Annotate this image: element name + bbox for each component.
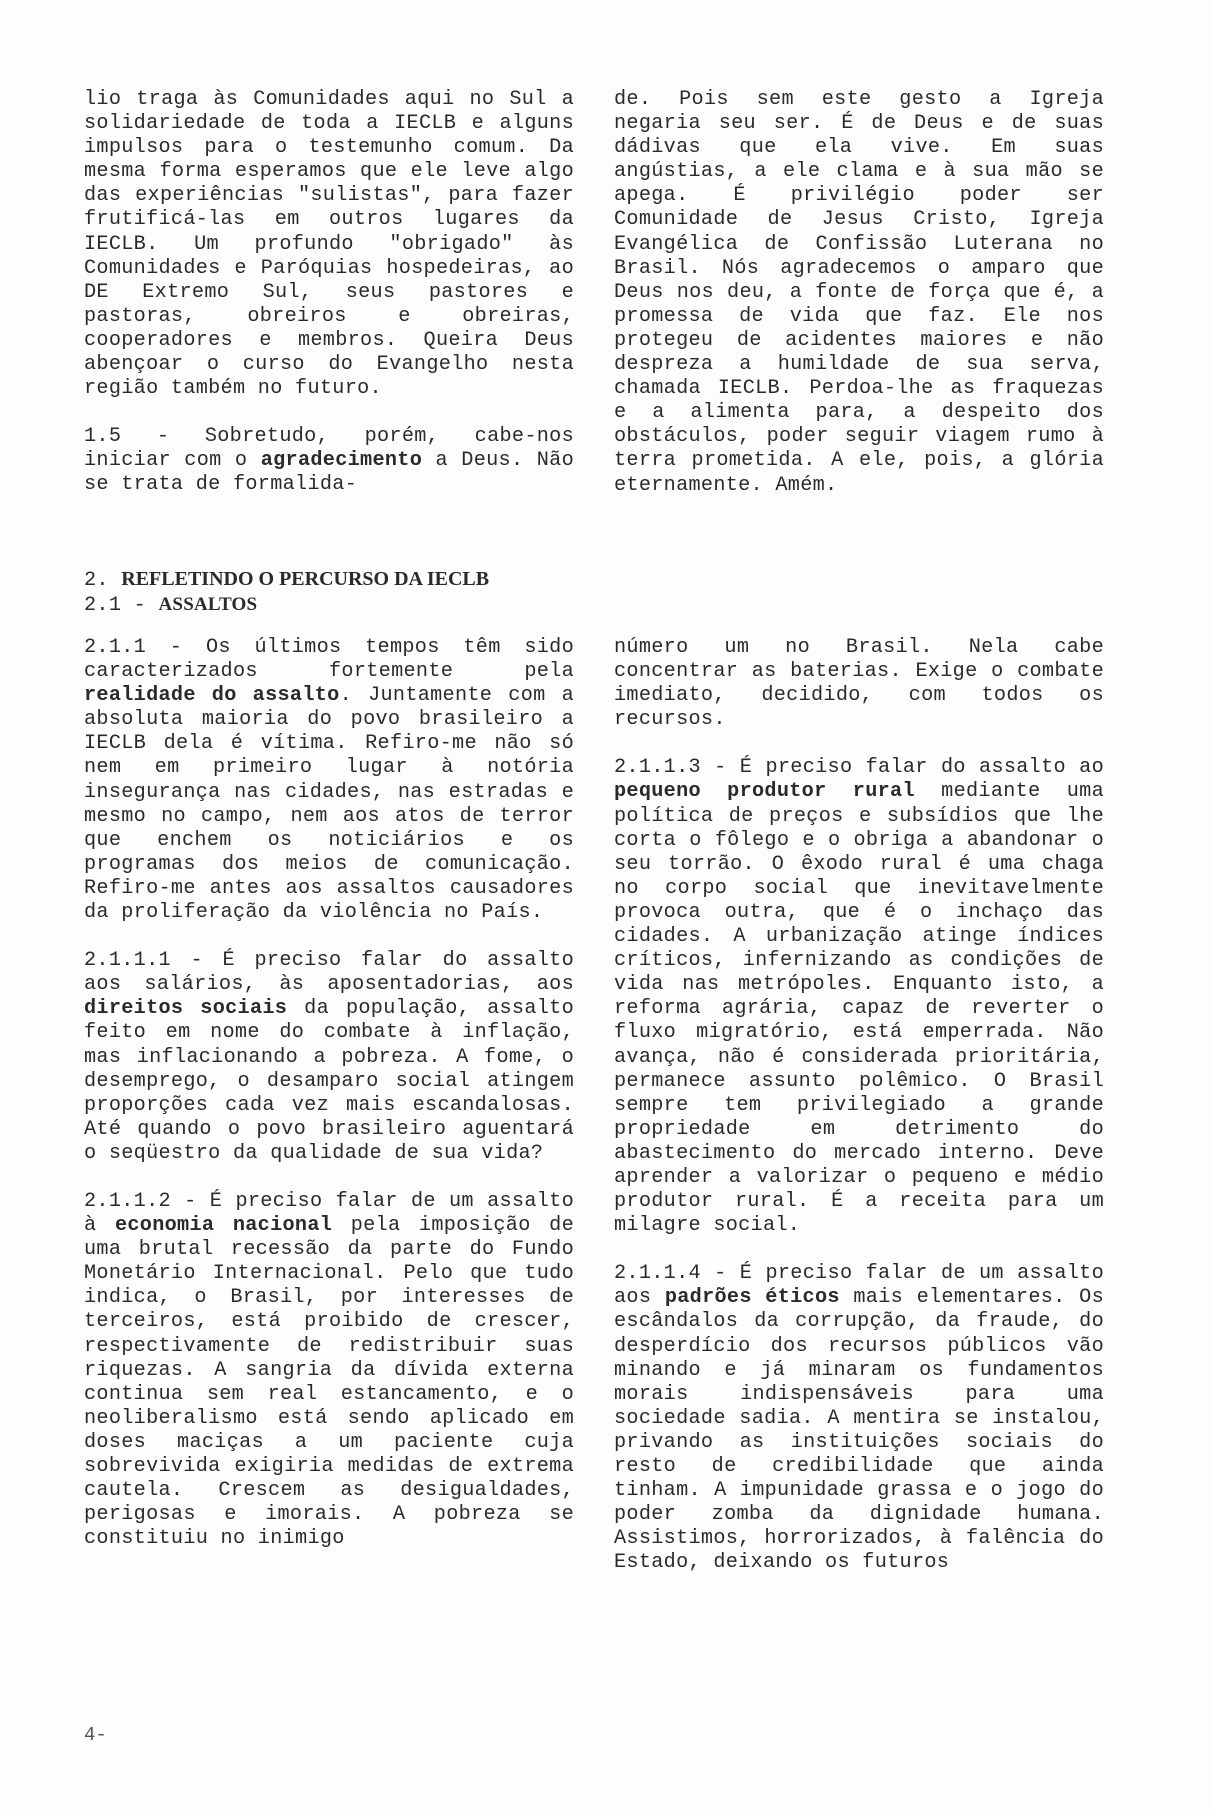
emphasis: padrões éticos [664, 1286, 840, 1310]
emphasis: direitos sociais [84, 997, 288, 1021]
page-number: 4- [84, 1724, 107, 1746]
column-left-bottom [84, 636, 574, 1551]
paragraph: 2.1.1 - Os últimos tempos têm sido caracterizados fortemente pela realidade do assalto. Juntamente com a absoluta maioria do povo brasileiro a IECLB dela é vítima. Refiro-me não só nem em primeiro lugar à notória insegurança nas cidades, nas estradas e mesmo no campo, nem aos atos de terror que enchem os noticiários e os programas dos meios de comunicação. Refiro-me antes aos assaltos causadores da proliferação da violência no País. [84, 636, 574, 925]
emphasis: pequeno produtor rural [614, 780, 915, 804]
section-heading-line-2 [84, 593, 684, 618]
section-title: REFLETINDO O PERCURSO DA IECLB [121, 568, 490, 590]
emphasis: agradecimento [260, 449, 423, 473]
column-right-top [614, 88, 1104, 498]
column-right-bottom [614, 636, 1104, 1575]
subsection-title: ASSALTOS [158, 594, 258, 615]
paragraph: 2.1.1.4 - É preciso falar de um assalto aos padrões éticos mais elementares. Os escândalos da corrupção, da fraude, do desperdício dos recursos públicos vão minando e já minaram os fundamentos morais indispensáveis para uma sociedade sadia. A mentira se instalou, privando as instituições sociais do resto de credibilidade que ainda tinham. A impunidade grassa e o jogo do poder zomba da dignidade humana. Assistimos, horrorizados, à falência do Estado, deixando os futuros [614, 1262, 1104, 1575]
section-number: 2. [84, 569, 109, 592]
emphasis: realidade do assalto [84, 684, 340, 708]
section-heading-line-1 [84, 567, 684, 593]
emphasis: economia nacional [114, 1214, 333, 1238]
subsection-number: 2.1 - [84, 594, 147, 617]
paragraph: de. Pois sem este gesto a Igreja negaria seu ser. É de Deus e de suas dádivas que ela vive. Em suas angústias, a ele clama e à sua mão se apega. É privilégio poder ser Comunidade de Jesus Cristo, Igreja Evangélica de Confissão Luterana no Brasil. Nós agradecemos o amparo que Deus nos deu, a fonte de força que é, a promessa de vida que faz. Ele nos protegeu de acidentes maiores e não despreza a humildade de sua serva, chamada IECLB. Perdoa-lhe as fraquezas e a alimenta para, a despeito dos obstáculos, poder seguir viagem rumo à terra prometida. A ele, pois, a glória eternamente. Amém. [614, 88, 1104, 497]
column-left-top [84, 88, 574, 498]
paragraph: 2.1.1.1 - É preciso falar do assalto aos salários, às aposentadorias, aos direitos sociais da população, assalto feito em nome do combate à inflação, mas inflacionando a pobreza. A fome, o desemprego, o desamparo social atingem proporções cada vez mais escandalosas. Até quando o povo brasileiro aguentará o seqüestro da qualidade de sua vida? [84, 949, 574, 1165]
paragraph: 2.1.1.3 - É preciso falar do assalto ao pequeno produtor rural mediante uma política de preços e subsídios que lhe corta o fôlego e o obriga a abandonar o seu torrão. O êxodo rural é uma chaga no corpo social que inevitavelmente provoca outra, que é o inchaço das cidades. A urbanização atinge índices críticos, infernizando as condições de vida nas metrópoles. Enquanto isto, a reforma agrária, capaz de reverter o fluxo migratório, está emperrada. Não avança, não é considerada prioritária, permanece assunto polêmico. O Brasil sempre tem privilegiado a grande propriedade em detrimento do abastecimento do mercado interno. Deve aprender a valorizar o pequeno e médio produtor rural. É a receita para um milagre social. [614, 756, 1105, 1238]
paragraph: número um no Brasil. Nela cabe concentrar as baterias. Exige o combate imediato, decidido, com todos os recursos. [614, 636, 1104, 732]
paragraph: 1.5 - Sobretudo, porém, cabe-nos iniciar com o agradecimento a Deus. Não se trata de formalida- [84, 425, 574, 497]
paragraph: 2.1.1.2 - É preciso falar de um assalto à economia nacional pela imposição de uma brutal recessão da parte do Fundo Monetário Internacional. Pelo que tudo indica, o Brasil, por interesses de terceiros, está proibido de crescer, respectivamente de redistribuir suas riquezas. A sangria da dívida externa continua sem real estancamento, e o neoliberalismo está sendo aplicado em doses maciças a um paciente cuja sobrevivida exigiria medidas de extrema cautela. Crescem as desigualdades, perigosas e imorais. A pobreza se constituiu no inimigo [84, 1189, 575, 1551]
paragraph: lio traga às Comunidades aqui no Sul a solidariedade de toda a IECLB e alguns impulsos para o testemunho comum. Da mesma forma esperamos que ele leve algo das experiências "sulistas", para fazer frutificá-las em outros lugares da IECLB. Um profundo "obrigado" às Comunidades e Paróquias hospedeiras, ao DE Extremo Sul, seus pastores e pastoras, obreiros e obreiras, cooperadores e membros. Queira Deus abençoar o curso do Evangelho nesta região também no futuro. [84, 88, 574, 401]
section-heading [84, 567, 684, 618]
